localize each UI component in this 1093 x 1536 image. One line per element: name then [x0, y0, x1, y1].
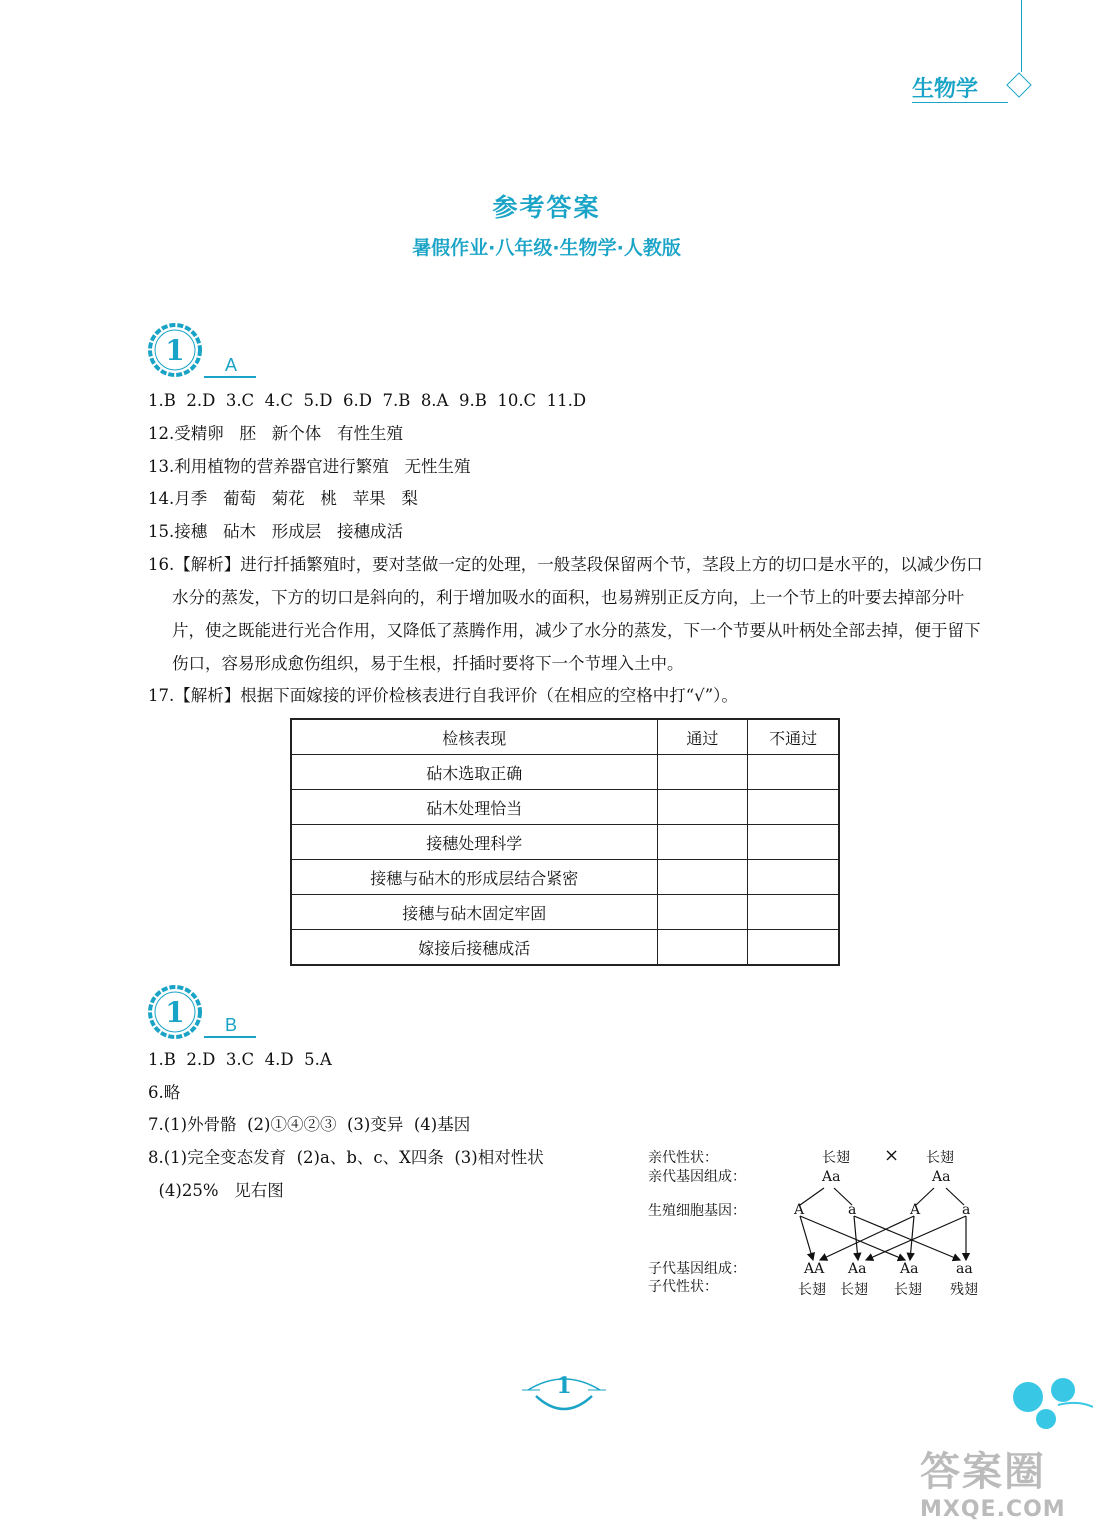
- header-rule: [912, 102, 1008, 103]
- watermark-line2: MXQE.COM: [920, 1497, 1066, 1522]
- table-header-row: [291, 719, 839, 755]
- table-cell: 砧木选取正确: [291, 755, 657, 790]
- watermark: [920, 1440, 1066, 1522]
- pass-checkbox-cell[interactable]: [657, 790, 748, 825]
- fail-checkbox-cell[interactable]: [748, 930, 839, 966]
- fail-checkbox-cell[interactable]: [748, 860, 839, 895]
- answer-line: 1.B 2.D 3.C 4.C 5.D 6.D 7.B 8.A 9.B 10.C 11.D: [148, 391, 587, 410]
- offspring-trait: 残翅: [950, 1282, 978, 1298]
- offspring-genotype: Aa: [900, 1261, 919, 1277]
- answer-line: 7.(1)外骨骼 (2)①④②③ (3)变异 (4)基因: [148, 1115, 471, 1134]
- gamete: A: [794, 1202, 805, 1218]
- diamond-icon: [1006, 72, 1031, 97]
- table-cell: 嫁接后接穗成活: [291, 930, 657, 966]
- pass-checkbox-cell[interactable]: [657, 930, 748, 966]
- diagram-row-label: 子代基因组成：: [648, 1261, 746, 1277]
- arrow-line: [854, 1216, 960, 1260]
- page-subtitle: 暑假作业·八年级·生物学·人教版: [412, 237, 681, 259]
- answer-line: 14.月季 葡萄 菊花 桃 苹果 梨: [148, 489, 418, 508]
- table-header-cell: 检核表现: [291, 719, 657, 755]
- arrow-line: [800, 1216, 813, 1260]
- arrow-line: [820, 1216, 914, 1260]
- fail-checkbox-cell[interactable]: [748, 755, 839, 790]
- pass-checkbox-cell[interactable]: [657, 860, 748, 895]
- table-cell: 接穗与砧木的形成层结合紧密: [291, 860, 657, 895]
- q16-text: 16.【解析】进行扦插繁殖时，要对茎做一定的处理，一般茎段保留两个节，茎段上方的切口是水平的，以减少伤口水分的蒸发，下方的切口是斜向的，利于增加吸水的面积，也易辨别正反方向，上一个节上的叶要去掉部分叶片，使之既能进行光合作用，又降低了蒸腾作用，减少了水分的蒸发，下一个节要从叶柄处全部去掉，便于留下伤口，容易形成愈伤组织，易于生根，扦插时要将下一个节埋入土中。: [148, 555, 983, 673]
- section-a-letter: A: [225, 355, 238, 375]
- fail-checkbox-cell[interactable]: [748, 895, 839, 930]
- offspring-trait: 长翅: [798, 1282, 826, 1298]
- table-cell: 砧木处理恰当: [291, 790, 657, 825]
- table-header-cell: 不通过: [748, 719, 839, 755]
- section-a-badge-icon: [148, 323, 202, 377]
- table-cell: 接穗与砧木固定牢固: [291, 895, 657, 930]
- parent-trait: 长翅: [822, 1150, 850, 1166]
- arrow-line: [910, 1216, 914, 1260]
- gamete: A: [910, 1202, 921, 1218]
- gamete: a: [962, 1202, 971, 1218]
- offspring-genotype: AA: [804, 1261, 825, 1277]
- offspring-genotype: Aa: [848, 1261, 867, 1277]
- table-row: [291, 895, 839, 930]
- pass-checkbox-cell[interactable]: [657, 895, 748, 930]
- table-cell: 接穗处理科学: [291, 825, 657, 860]
- genetic-cross-diagram: [648, 1143, 993, 1303]
- pass-checkbox-cell[interactable]: [657, 755, 748, 790]
- section-b-letter: B: [225, 1015, 238, 1035]
- fail-checkbox-cell[interactable]: [748, 790, 839, 825]
- diagram-row-label: 生殖细胞基因：: [648, 1203, 746, 1219]
- grafting-checklist-table: [290, 718, 840, 966]
- answer-line: 15.接穗 砧木 形成层 接穗成活: [148, 522, 403, 541]
- section-b-underline: [204, 1036, 256, 1038]
- table-row: [291, 930, 839, 966]
- section-b-number: 1: [165, 996, 185, 1029]
- answer-line: 6.略: [148, 1083, 181, 1102]
- table-row: [291, 790, 839, 825]
- arrow-line: [800, 1216, 905, 1260]
- subject-label: 生物学: [912, 77, 979, 102]
- arrow-line: [854, 1216, 858, 1260]
- offspring-trait: 长翅: [894, 1282, 922, 1298]
- diagram-row-label: 子代性状：: [648, 1279, 718, 1295]
- offspring-trait: 长翅: [840, 1282, 868, 1298]
- answer-line: 8.(1)完全变态发育 (2)a、b、c、X四条 (3)相对性状: [148, 1148, 544, 1167]
- page-number: 1: [556, 1373, 572, 1399]
- q16-explanation: [148, 548, 984, 680]
- gamete: a: [848, 1202, 857, 1218]
- table-row: [291, 825, 839, 860]
- diagram-row-label: 亲代基因组成：: [648, 1169, 746, 1185]
- parent-genotype: Aa: [932, 1169, 951, 1185]
- watermark-line1: 答案圈: [920, 1449, 1046, 1495]
- answer-line: 1.B 2.D 3.C 4.D 5.A: [148, 1050, 332, 1069]
- parent-trait: 长翅: [926, 1150, 954, 1166]
- table-row: [291, 860, 839, 895]
- section-b-badge-icon: [148, 985, 202, 1039]
- page-title: 参考答案: [492, 193, 601, 222]
- parent-genotype: Aa: [822, 1169, 841, 1185]
- q17-text: 17.【解析】根据下面嫁接的评价检核表进行自我评价（在相应的空格中打“√”）。: [148, 686, 738, 705]
- header-vertical-line: [1021, 0, 1022, 72]
- cross-symbol: ×: [884, 1145, 900, 1166]
- answer-line: 13.利用植物的营养器官进行繁殖 无性生殖: [148, 457, 471, 476]
- section-a-underline: [204, 376, 256, 378]
- offspring-genotype: aa: [956, 1261, 973, 1277]
- arrow-line: [866, 1216, 966, 1260]
- table-row: [291, 755, 839, 790]
- fail-checkbox-cell[interactable]: [748, 825, 839, 860]
- answer-line: 12.受精卵 胚 新个体 有性生殖: [148, 424, 403, 443]
- pass-checkbox-cell[interactable]: [657, 825, 748, 860]
- diagram-row-label: 亲代性状：: [648, 1150, 718, 1166]
- section-a-number: 1: [165, 334, 185, 367]
- decorative-dots-icon: [1008, 1375, 1093, 1435]
- answer-line: (4)25% 见右图: [148, 1181, 284, 1200]
- table-header-cell: 通过: [657, 719, 748, 755]
